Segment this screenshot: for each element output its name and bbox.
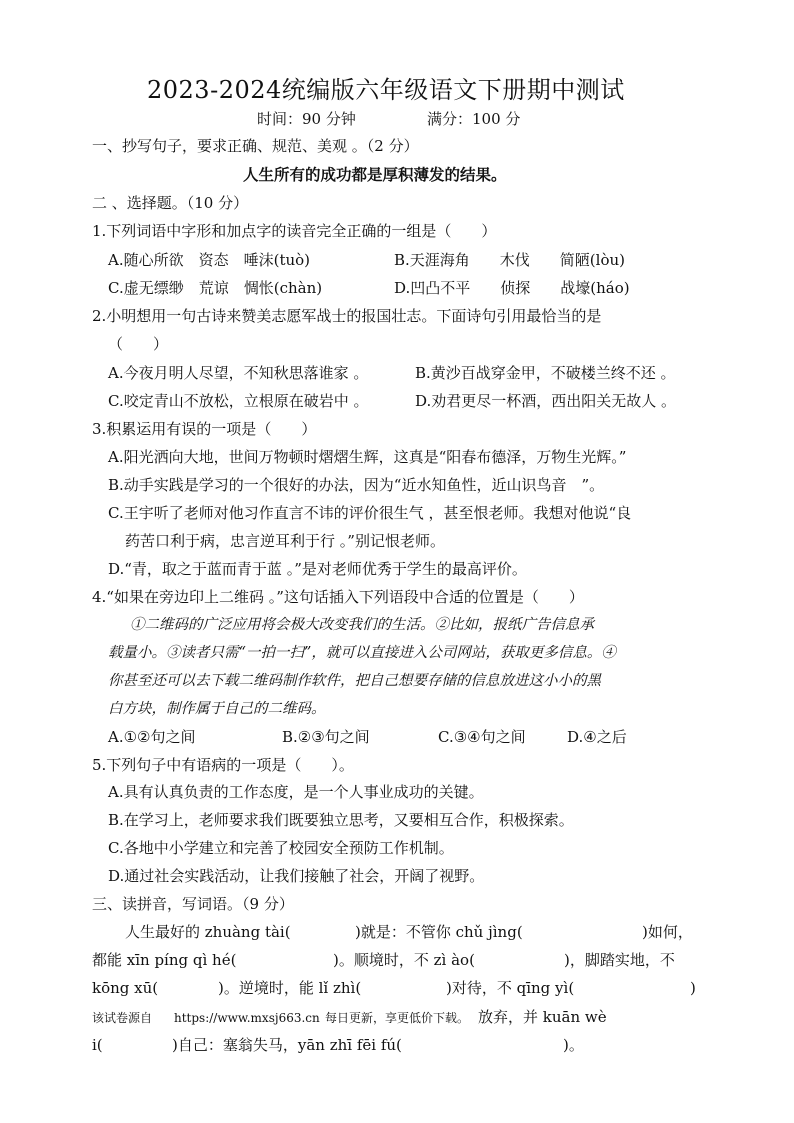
q4-passage-line3: 你甚至还可以去下载二维码制作软件，把自己想要存储的信息放进这小小的黑 (108, 673, 601, 689)
q5-option-d: D.通过社会实践活动，让我们接触了社会，开阔了视野。 (108, 867, 485, 885)
pinyin-text: ) (690, 979, 696, 997)
pinyin-text: 人生最好的 zhuàng tài( (125, 923, 291, 941)
q5-option-c: C.各地中小学建立和完善了校园安全预防工作机制。 (108, 839, 454, 857)
q2-option-c: C.咬定青山不放松，立根原在破岩中 。 (108, 392, 369, 410)
pinyin-text: 都能 xīn píng qì hé( (92, 951, 237, 969)
q3-option-d: D.“青，取之于蓝而青于蓝 。”是对老师优秀于学生的最高评价。 (108, 560, 527, 578)
source-notice: 该试卷源自 (92, 1011, 153, 1025)
pinyin-text: )。顺境时，不 zì ào( (333, 951, 475, 969)
page-title: 2023-2024统编版六年级语文下册期中测试 (147, 76, 625, 104)
q1-option-b: B.天涯海角 木伐 简陋(lòu) (394, 251, 625, 269)
q1-option-a: A.随心所欲 资态 唾沫(tuò) (108, 251, 311, 269)
score-label: 满分：100 分 (427, 110, 521, 128)
q4-option-b: B.②③句之间 (282, 728, 370, 746)
q5-option-a: A.具有认真负责的工作态度，是一个人事业成功的关键。 (108, 783, 484, 801)
pinyin-text: )对待，不 qīng yì( (446, 979, 575, 997)
pinyin-text: )自己：塞翁失马，yān zhī fēi fú( (172, 1036, 402, 1054)
q4-stem: 4.“如果在旁边印上二维码 。”这句话插入下列语段中合适的位置是（ ） (92, 588, 584, 606)
q5-stem: 5.下列句子中有语病的一项是（ ）。 (92, 756, 354, 774)
pinyin-text: kōng xū( (92, 979, 159, 997)
pinyin-text: )。逆境时，能 lǐ zhì( (218, 979, 362, 997)
source-notice-tail: 每日更新，享更低价下载。 (325, 1011, 470, 1025)
q1-option-c: C.虚无缥缈 荒谅 惆怅(chàn) (108, 279, 323, 297)
q3-option-a: A.阳光洒向大地，世间万物顿时熠熠生辉，这真是“阳春布德泽，万物生光辉。” (108, 448, 627, 466)
q5-option-b: B.在学习上，老师要求我们既要独立思考，又要相互合作，积极探索。 (108, 811, 574, 829)
q2-stem: 2.小明想用一句古诗来赞美志愿军战士的报国壮志。下面诗句引用最恰当的是 (92, 307, 602, 325)
pinyin-text: )，脚踏实地，不 (564, 951, 675, 969)
section-3-heading: 三、读拼音，写词语。（9 分） (92, 895, 294, 913)
q4-option-a: A.①②句之间 (108, 728, 196, 746)
time-label: 时间：90 分钟 (257, 110, 356, 128)
q2-option-d: D.劝君更尽一杯酒，西出阳关无故人 。 (415, 392, 677, 410)
q2-paren: （ ） (108, 335, 169, 353)
q3-option-b: B.动手实践是学习的一个很好的办法，因为“近水知鱼性，近山识鸟音 ”。 (108, 476, 605, 494)
q4-option-d: D.④之后 (567, 728, 627, 746)
q2-option-b: B.黄沙百战穿金甲，不破楼兰终不还 。 (415, 364, 676, 382)
copy-sentence: 人生所有的成功都是厚积薄发的结果。 (243, 165, 507, 184)
q1-option-d: D.凹凸不平 侦探 战壕(háo) (394, 279, 630, 297)
q4-option-c: C.③④句之间 (438, 728, 526, 746)
q3-option-c-line2: 药苦口利于病，忠言逆耳利于行 。”别记恨老师。 (125, 532, 445, 550)
q2-option-a: A.今夜月明人尽望，不知秋思落谁家 。 (108, 364, 369, 382)
pinyin-text: )。 (563, 1036, 584, 1054)
q3-option-c-line1: C.王宇听了老师对他习作直言不讳的评价很生气 ，甚至恨老师。我想对他说“良 (108, 504, 632, 522)
pinyin-text: 放弃，并 kuān wè (478, 1008, 607, 1026)
q4-passage-line1: ①二维码的广泛应用将会极大改变我们的生活。②比如，报纸广告信息承 (130, 617, 594, 633)
q4-passage-line4: 白方块，制作属于自己的二维码。 (108, 701, 326, 717)
pinyin-text: )如何， (642, 923, 693, 941)
q4-passage-line2: 载量小。③读者只需“一拍一扫”，就可以直接进入公司网站，获取更多信息。④ (108, 645, 616, 661)
source-url-link[interactable]: https://www.mxsj663.cn (174, 1011, 320, 1025)
pinyin-text: i( (92, 1036, 103, 1054)
section-1-heading: 一、抄写句子，要求正确、规范、美观 。（2 分） (92, 137, 419, 155)
q1-stem: 1.下列词语中字形和加点字的读音完全正确的一组是（ ） (92, 222, 497, 240)
q3-stem: 3.积累运用有误的一项是（ ） (92, 420, 317, 438)
pinyin-text: )就是：不管你 chǔ jìng( (355, 923, 523, 941)
section-2-heading: 二 、选择题。（10 分） (92, 194, 249, 212)
